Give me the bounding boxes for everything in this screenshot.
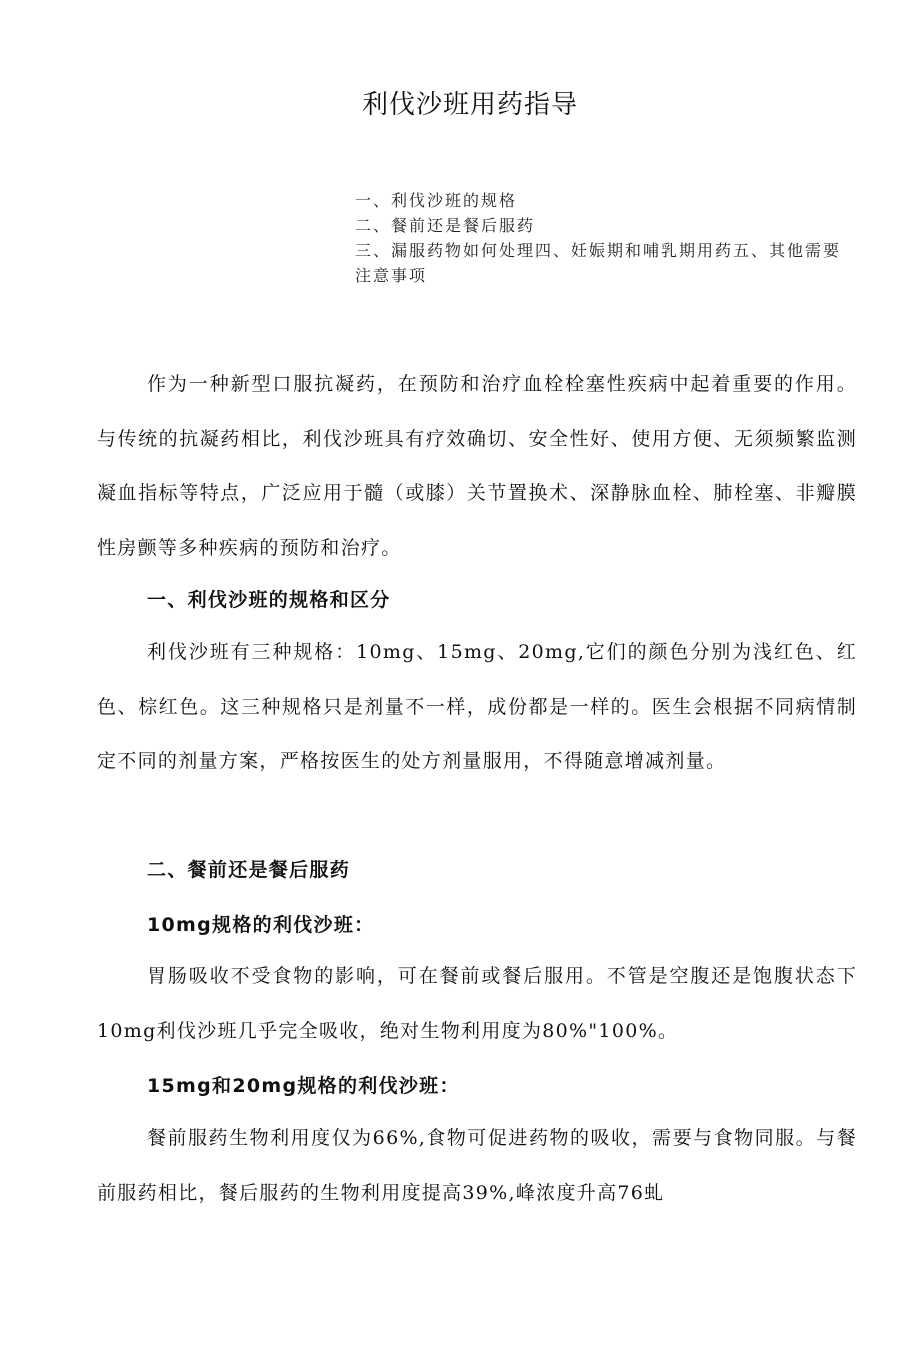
paragraph-15-20mg: 餐前服药生物利用度仅为66%,食物可促进药物的吸收，需要与食物同服。与餐前服药相比，餐后服药的生物利用度提高39%,峰浓度升高76虬 bbox=[97, 1127, 857, 1204]
paragraph-10mg: 胃肠吸收不受食物的影响，可在餐前或餐后服用。不管是空腹还是饱腹状态下10mg利伐沙班几乎完全吸收，绝对生物利用度为80%"100%。 bbox=[97, 965, 857, 1042]
subheading-15-20mg: 15mg和20mg规格的利伐沙班： bbox=[147, 1075, 460, 1097]
toc-item: 三、漏服药物如何处理四、妊娠期和哺乳期用药五、其他需要注意事项 bbox=[355, 241, 842, 285]
subheading-10mg: 10mg规格的利伐沙班： bbox=[147, 914, 375, 936]
toc-item: 一、利伐沙班的规格 bbox=[355, 191, 518, 210]
specs-paragraph: 利伐沙班有三种规格：10mg、15mg、20mg,它们的颜色分别为浅红色、红色、棕红色。这三种规格只是剂量不一样，成份都是一样的。医生会根据不同病情制定不同的剂量方案，严格按医生的处方剂量服用，不得随意增减剂量。 bbox=[97, 641, 857, 772]
intro-paragraph: 作为一种新型口服抗凝药，在预防和治疗血栓栓塞性疾病中起着重要的作用。与传统的抗凝药相比，利伐沙班具有疗效确切、安全性好、使用方便、无须频繁监测凝血指标等特点，广泛应用于髓（或膝）关节置换术、深静脉血栓、肺栓塞、非瓣膜性房颤等多种疾病的预防和治疗。 bbox=[97, 373, 857, 559]
section-heading-meal-timing: 二、餐前还是餐后服药 bbox=[147, 859, 351, 881]
section-heading-specs: 一、利伐沙班的规格和区分 bbox=[147, 589, 391, 611]
table-of-contents bbox=[355, 188, 850, 288]
toc-item: 二、餐前还是餐后服药 bbox=[355, 216, 536, 235]
document-title: 利伐沙班用药指导 bbox=[361, 90, 578, 120]
